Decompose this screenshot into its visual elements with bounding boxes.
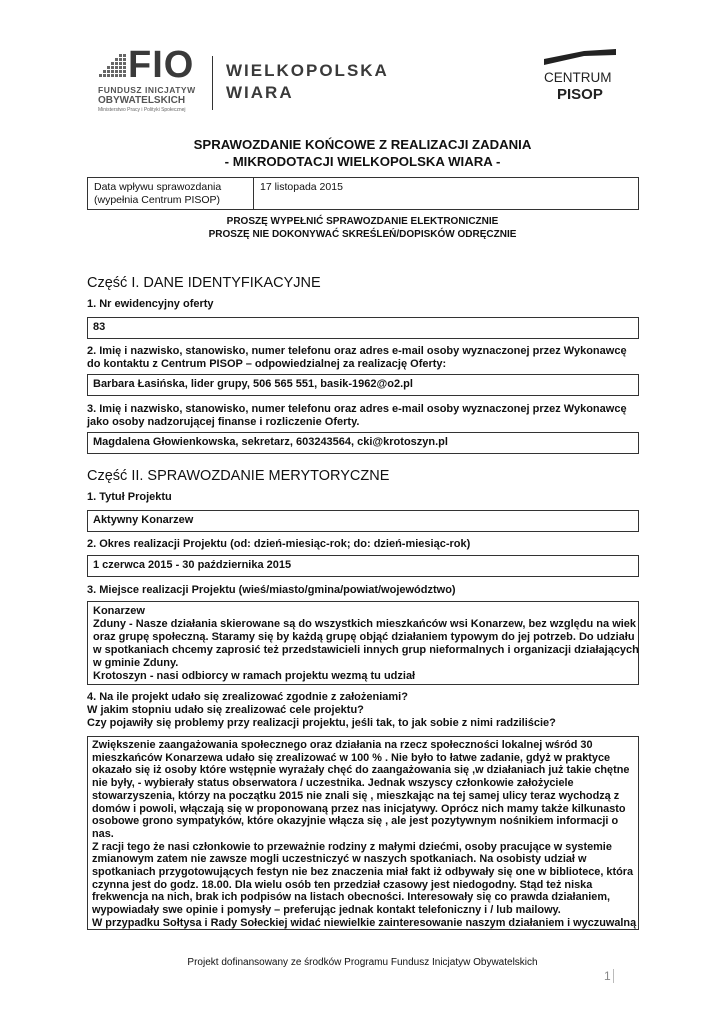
part2-q1-value: Aktywny Konarzew [93, 514, 194, 526]
report-title-line2: - MIKRODOTACJI WIELKOPOLSKA WIARA - [224, 154, 501, 169]
wielkopolska-logo-line2: WIARA [226, 83, 294, 102]
fio-dots-logo-icon [97, 52, 127, 82]
answer-line: nie były, - wybierały status obserwatora / uczestnika. Jednak wszyscy członkowie założyciele [92, 777, 574, 790]
part2-q4-label-line3: Czy pojawiły się problemy przy realizacji projektu, jeśli tak, to jak sobie z nimi radziliście? [87, 717, 556, 729]
part1-q2-label-line2: do kontaktu z Centrum PISOP – odpowiedzialnej za realizację Oferty: [87, 358, 447, 370]
date-received-value[interactable]: 17 listopada 2015 [260, 181, 343, 193]
page-number: 1 [604, 969, 611, 983]
part2-q4-answer[interactable] [87, 736, 639, 930]
footer-note: Projekt dofinansowany ze środków Programu Fundusz Inicjatyw Obywatelskich [187, 957, 538, 968]
logo-divider [212, 56, 213, 110]
part2-q2-value: 1 czerwca 2015 - 30 października 2015 [93, 559, 292, 571]
answer-line: frekwencja na nich, brak ich podpisów na listach obecności. Interesowały się co prawda działaniem, [92, 891, 611, 904]
pisop-logo-icon [544, 47, 624, 65]
answer-line: Zwiększenie zaangażowania społecznego oraz działania na rzecz społeczności lokalnej wśród 30 [92, 739, 593, 751]
part2-q1-label: 1. Tytuł Projektu [87, 491, 172, 503]
place-line: Zduny - Nasze działania skierowane są do wszystkich mieszkańców wsi Konarzew, bez względu na wiek [93, 618, 637, 630]
pisop-logo-line1: CENTRUM [544, 70, 612, 85]
fio-ministry-line: Ministerstwo Pracy i Polityki Społecznej [98, 107, 186, 113]
page-number-divider [613, 969, 614, 983]
part2-q4-label-line2: W jakim stopniu udało się zrealizować cele projektu? [87, 704, 364, 716]
part2-heading: Część II. SPRAWOZDANIE MERYTORYCZNE [87, 468, 390, 484]
part1-q1-label: 1. Nr ewidencyjny oferty [87, 298, 214, 310]
answer-line: czynna jest do godz. 18.00. Dla wielu osób ten przedział czasowy jest niedogodny. Stąd też niska [92, 878, 593, 891]
answer-line: domów i powoli, włączają się w proponowaną przez nas inicjatywy. Oprócz nich mamy także kilkunasto [92, 802, 626, 815]
answer-line: okazało się iż osoby które wstępnie wyrażały chęć do zaangażowania się ,w działaniach już takie chętne [92, 764, 630, 777]
answer-line: wypowiadały swe opinie i pomysły – preferując jednak kontakt telefoniczny i / lub mailowy. [92, 904, 561, 917]
place-line: oraz grupę społeczną. Staramy się by każdą grupę objąć działaniem typowym do jej potrzeb. Do udziału [93, 631, 635, 643]
answer-line: mieszkańców Konarzewa udało się zrealizować w 100 % . Nie było to łatwe zadanie, gdyż w praktyce [92, 751, 611, 764]
part1-q2-value: Barbara Łasińska, lider grupy, 506 565 551, basik-1962@o2.pl [93, 378, 413, 390]
part1-heading: Część I. DANE IDENTYFIKACYJNE [87, 275, 321, 291]
date-label-line2: (wypełnia Centrum PISOP) [94, 193, 221, 206]
part1-q1-value: 83 [93, 321, 106, 333]
place-line: Konarzew [93, 605, 145, 617]
date-label-line1: Data wpływu sprawozdania [94, 181, 222, 193]
answer-line: nas. [92, 827, 114, 840]
part2-q3-answer[interactable] [87, 601, 639, 685]
notice-line1: PROSZĘ WYPEŁNIĆ SPRAWOZDANIE ELEKTRONICZNIE [226, 216, 499, 227]
answer-line: osobowe grono sympatyków, które okazyjnie włącza się , ale jest pozytywnym nośnikiem informacji o [92, 815, 619, 828]
report-title-line1: SPRAWOZDANIE KOŃCOWE Z REALIZACJI ZADANIA [193, 137, 532, 152]
wielkopolska-logo-line1: WIELKOPOLSKA [226, 61, 389, 80]
fio-sub-line1: FUNDUSZ INICJATYW [98, 85, 196, 95]
place-line: w gminie Zduny. [93, 657, 179, 669]
answer-line: zmianowym zatem nie zawsze mogli uczestniczyć w naszych spotkaniach. Na osobisty udział w [92, 853, 587, 866]
part1-q3-label-line2: jako osoby nadzorującej finanse i rozliczenie Oferty. [87, 416, 360, 428]
fio-logo: FIO [128, 44, 195, 86]
date-received-label-cell [88, 178, 254, 209]
answer-line: stowarzyszenia, którzy na początku 2015 nie znali się , mieszkając na tej samej ulicy teraz wychodzą z [92, 789, 620, 802]
part2-q2-label: 2. Okres realizacji Projektu (od: dzień-miesiąc-rok; do: dzień-miesiąc-rok) [87, 538, 471, 550]
part1-q3-value: Magdalena Głowienkowska, sekretarz, 603243564, cki@krotoszyn.pl [93, 436, 448, 448]
answer-line: W przypadku Sołtysa i Rady Sołeckiej widać niewielkie zainteresowanie naszym działaniem i wyczuwalną [92, 916, 637, 929]
notice-line2: PROSZĘ NIE DOKONYWAĆ SKREŚLEŃ/DOPISKÓW ODRĘCZNIE [208, 229, 517, 240]
place-line: w spotkaniach chcemy zaprosić też przedstawicieli innych grup nieformalnych i organizacji działających [93, 644, 639, 656]
part1-q1-answer[interactable] [87, 317, 639, 339]
part2-q4-label-line1: 4. Na ile projekt udało się zrealizować zgodnie z założeniami? [87, 691, 408, 703]
place-line: Krotoszyn - nasi odbiorcy w ramach projektu wezmą tu udział [93, 670, 416, 682]
answer-line: spotkaniach przygotowujących festyn nie bez znaczenia miał fakt iż odbywały się one w bibliotece, która [92, 866, 634, 879]
part1-q3-answer[interactable] [87, 432, 639, 454]
part1-q3-label-line1: 3. Imię i nazwisko, stanowisko, numer telefonu oraz adres e-mail osoby wyznaczonej przez Wykonawcę [87, 403, 627, 415]
part2-q3-label: 3. Miejsce realizacji Projektu (wieś/miasto/gmina/powiat/województwo) [87, 584, 456, 596]
answer-line: Z racji tego że nasi członkowie to przeważnie rodziny z małymi dziećmi, osoby pracujące w systemie [92, 840, 612, 853]
part2-q1-answer[interactable] [87, 510, 639, 532]
pisop-logo-line2: PISOP [557, 86, 603, 103]
part1-q2-answer[interactable] [87, 374, 639, 396]
part2-q2-answer[interactable] [87, 555, 639, 577]
part1-q2-label-line1: 2. Imię i nazwisko, stanowisko, numer telefonu oraz adres e-mail osoby wyznaczonej przez Wykonawcę [87, 345, 627, 357]
date-received-box [87, 177, 639, 210]
fio-sub-line2: OBYWATELSKICH [98, 95, 186, 106]
